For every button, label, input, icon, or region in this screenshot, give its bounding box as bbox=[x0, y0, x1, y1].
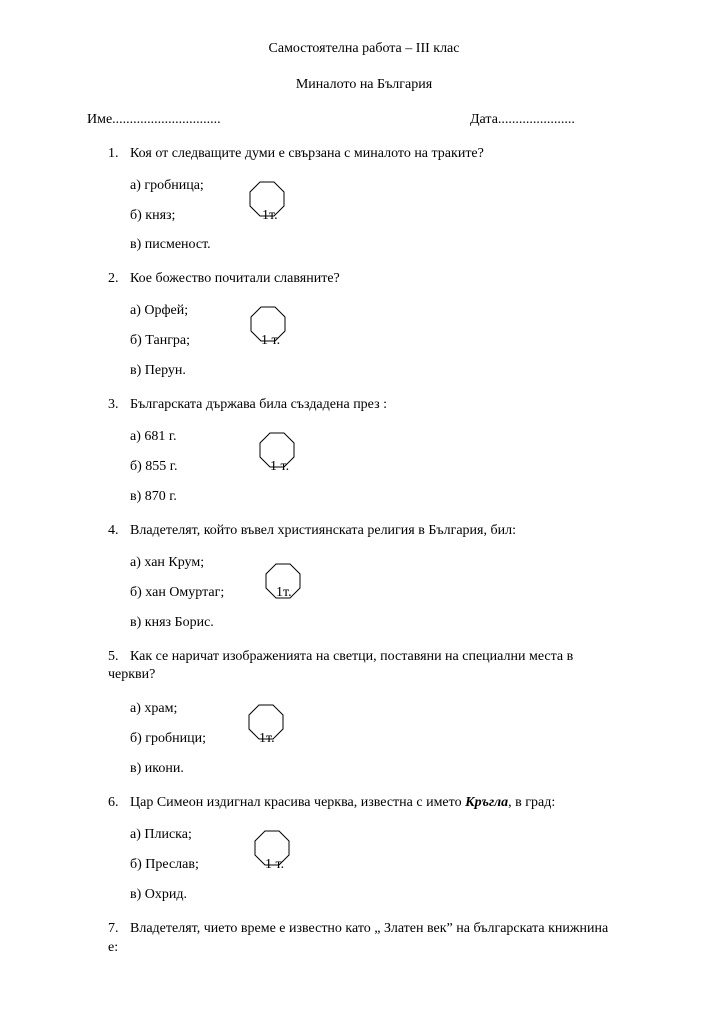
question-number: 2. bbox=[108, 271, 119, 286]
question-text-before: Цар Симеон издигнал красива черква, известна с името bbox=[130, 795, 466, 810]
question-text-line-1: Владетелят, чието време е известно като „ Златен век” на българската книжнина bbox=[130, 921, 609, 936]
question-text: Българската държава била създадена през : bbox=[130, 397, 387, 412]
question-number: 7. bbox=[108, 921, 119, 936]
option-a: а) хан Крум; bbox=[130, 555, 205, 570]
question-text: Коя от следващите думи е свързана с миналото на траките? bbox=[130, 146, 484, 161]
church-name: Кръгла bbox=[465, 795, 509, 810]
question-text: Кое божество почитали славяните? bbox=[130, 271, 340, 286]
points-label: 1т. bbox=[259, 731, 275, 746]
option-a: а) 681 г. bbox=[130, 429, 177, 444]
question-text-after: , в град: bbox=[508, 795, 556, 810]
option-a: а) храм; bbox=[130, 701, 178, 716]
option-a: а) Плиска; bbox=[130, 827, 192, 842]
option-c: в) 870 г. bbox=[130, 489, 177, 504]
option-c: в) княз Борис. bbox=[130, 615, 214, 630]
option-b: б) хан Омуртаг; bbox=[130, 585, 225, 600]
option-a: а) Орфей; bbox=[130, 303, 189, 318]
question-text bbox=[130, 795, 555, 811]
points-label: 1 т. bbox=[261, 333, 281, 348]
option-c: в) икони. bbox=[130, 761, 184, 776]
option-c: в) Перун. bbox=[130, 363, 186, 378]
option-b: б) Тангра; bbox=[130, 333, 191, 348]
date-field: Дата...................... bbox=[470, 112, 575, 127]
option-b: б) 855 г. bbox=[130, 459, 178, 474]
question-number: 5. bbox=[108, 649, 119, 664]
question-text: Владетелят, който въвел християнската религия в България, бил: bbox=[130, 523, 516, 538]
name-field: Име............................... bbox=[87, 112, 221, 127]
option-c: в) Охрид. bbox=[130, 887, 187, 902]
document-title: Самостоятелна работа – III клас bbox=[268, 41, 460, 56]
document-subtitle: Миналото на България bbox=[295, 77, 433, 92]
option-c: в) писменост. bbox=[130, 237, 211, 252]
option-a: а) гробница; bbox=[130, 178, 204, 193]
question-text-line-2: черкви? bbox=[108, 667, 156, 682]
question-number: 6. bbox=[108, 795, 119, 810]
question-number: 4. bbox=[108, 523, 119, 538]
question-number: 1. bbox=[108, 146, 119, 161]
option-b: б) княз; bbox=[130, 208, 176, 223]
question-text-line-1: Как се наричат изображенията на светци, поставяни на специални места в bbox=[130, 649, 574, 664]
question-number: 3. bbox=[108, 397, 119, 412]
option-b: б) гробници; bbox=[130, 731, 207, 746]
points-label: 1т. bbox=[262, 208, 278, 223]
points-label: 1 т. bbox=[270, 459, 290, 474]
option-b: б) Преслав; bbox=[130, 857, 199, 872]
points-label: 1 т. bbox=[265, 857, 285, 872]
question-text-line-2: е: bbox=[108, 940, 119, 955]
points-label: 1т. bbox=[276, 585, 292, 600]
